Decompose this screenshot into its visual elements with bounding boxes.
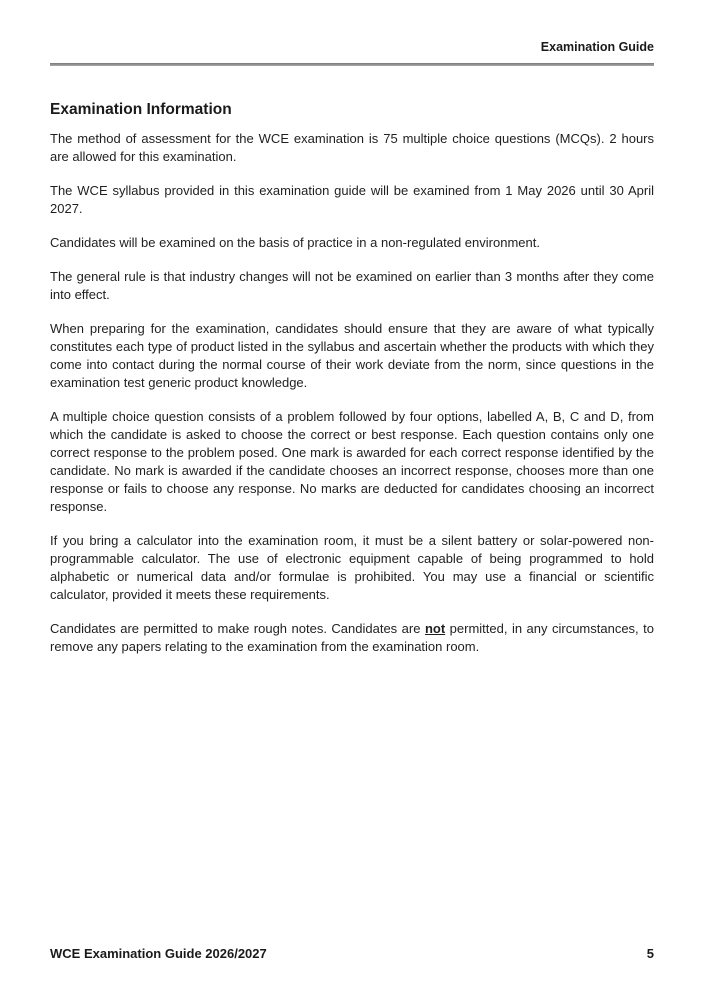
- page-content: [50, 40, 654, 672]
- paragraph-syllabus-dates: The WCE syllabus provided in this examination guide will be examined from 1 May 2026 until 30 April 2027.: [50, 183, 654, 216]
- rough-notes-text-post: permitted, in any circumstances, to remove any papers relating to the examination from the examination room.: [50, 621, 654, 654]
- running-header-title: Examination Guide: [540, 40, 654, 54]
- paragraph-mcq-format: A multiple choice question consists of a problem followed by four options, labelled A, B, C and D, from which the candidate is asked to choose the correct or best response. Each question contains only one correct response to the problem posed. One mark is awarded for each correct response identified by the candidate. No mark is awarded if the candidate chooses an incorrect response, chooses more than one response or fails to choose any response. No marks are deducted for candidates choosing an incorrect response.: [50, 409, 654, 514]
- paragraph-non-regulated: Candidates will be examined on the basis of practice in a non-regulated environment.: [50, 235, 540, 250]
- section-title: Examination Information: [50, 101, 232, 118]
- paragraph-rough-notes: [50, 620, 654, 656]
- rough-notes-emphasis-not: not: [424, 621, 446, 636]
- header-rule: [50, 63, 654, 66]
- page-footer: [50, 946, 654, 961]
- paragraph-assessment-method: The method of assessment for the WCE examination is 75 multiple choice questions (MCQs). 2 hours are allowed for this examination.: [50, 131, 654, 164]
- footer-doc-title: WCE Examination Guide 2026/2027: [50, 946, 267, 961]
- paragraph-calculator-rules: If you bring a calculator into the examination room, it must be a silent battery or solar-powered non-programmable calculator. The use of electronic equipment capable of being programmed to hold alphabetic or numerical data and/or formulae is prohibited. You may use a financial or scientific calculator, provided it meets these requirements.: [50, 533, 654, 602]
- rough-notes-text-pre: Candidates are permitted to make rough notes. Candidates are: [50, 621, 425, 636]
- paragraph-preparation: When preparing for the examination, candidates should ensure that they are aware of what typically constitutes each type of product listed in the syllabus and ascertain whether the products with which they come into contact during the normal course of their work deviate from the norm, since questions in the examination test generic product knowledge.: [50, 321, 654, 390]
- paragraph-industry-changes: The general rule is that industry changes will not be examined on earlier than 3 months after they come into effect.: [50, 269, 654, 302]
- footer-page-number: 5: [646, 946, 654, 961]
